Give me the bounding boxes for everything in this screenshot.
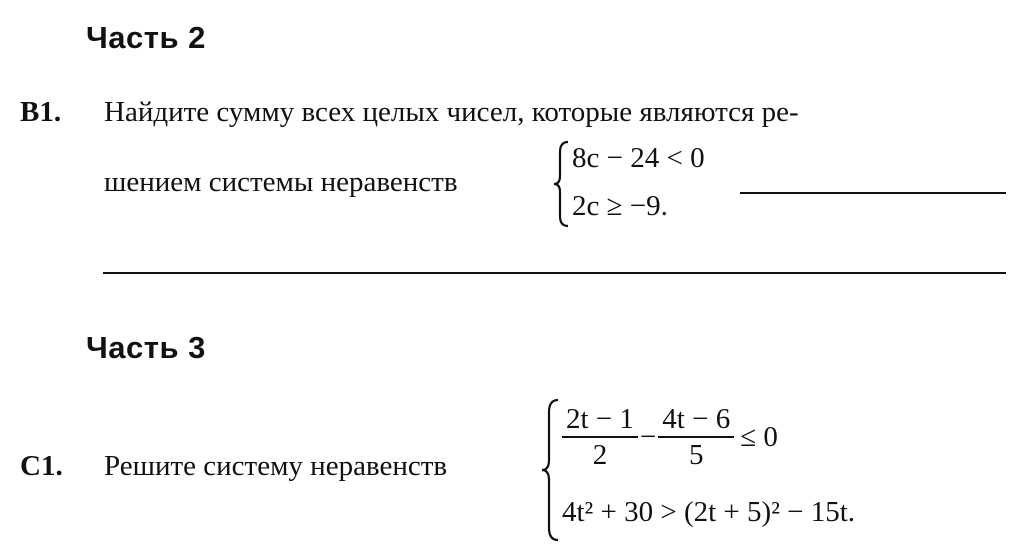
task-c1-label: C1. (20, 450, 63, 482)
b1-inequality-1 (572, 142, 705, 175)
c1-inequality-1 (560, 402, 778, 472)
c1-fraction-1-denominator: 2 (592, 439, 608, 471)
c1-inequality-2-text: 4t² + 30 > (2t + 5)² − 15t. (562, 496, 856, 528)
c1-inequality-1-rhs: ≤ 0 (740, 420, 778, 453)
b1-inequality-1-text: 8c − 24 < 0 (572, 142, 705, 174)
task-b1-text-line2: шением системы неравенств (104, 166, 458, 198)
c1-minus-operator: − (639, 420, 657, 453)
task-b1-text-line1: Найдите сумму всех целых чисел, которые являются ре- (104, 96, 799, 128)
system-brace-b1 (552, 140, 572, 228)
task-c1-text: Решите систему неравенств (104, 450, 448, 482)
c1-inequality-2 (562, 496, 855, 529)
part2-heading: Часть 2 (86, 20, 206, 55)
part3-heading: Часть 3 (86, 330, 206, 365)
system-brace-c1 (540, 398, 562, 544)
answer-line-short (740, 192, 1006, 194)
c1-fraction-2-denominator: 5 (688, 439, 704, 471)
b1-inequality-2 (572, 190, 668, 223)
c1-fraction-1-numerator: 2t − 1 (562, 402, 638, 438)
c1-fraction-2-numerator: 4t − 6 (658, 402, 734, 438)
c1-fraction-1 (562, 402, 638, 472)
task-b1-label: B1. (20, 96, 62, 128)
c1-fraction-2 (658, 402, 734, 472)
answer-line-long (103, 272, 1006, 274)
b1-inequality-2-text: 2c ≥ −9. (572, 190, 668, 222)
